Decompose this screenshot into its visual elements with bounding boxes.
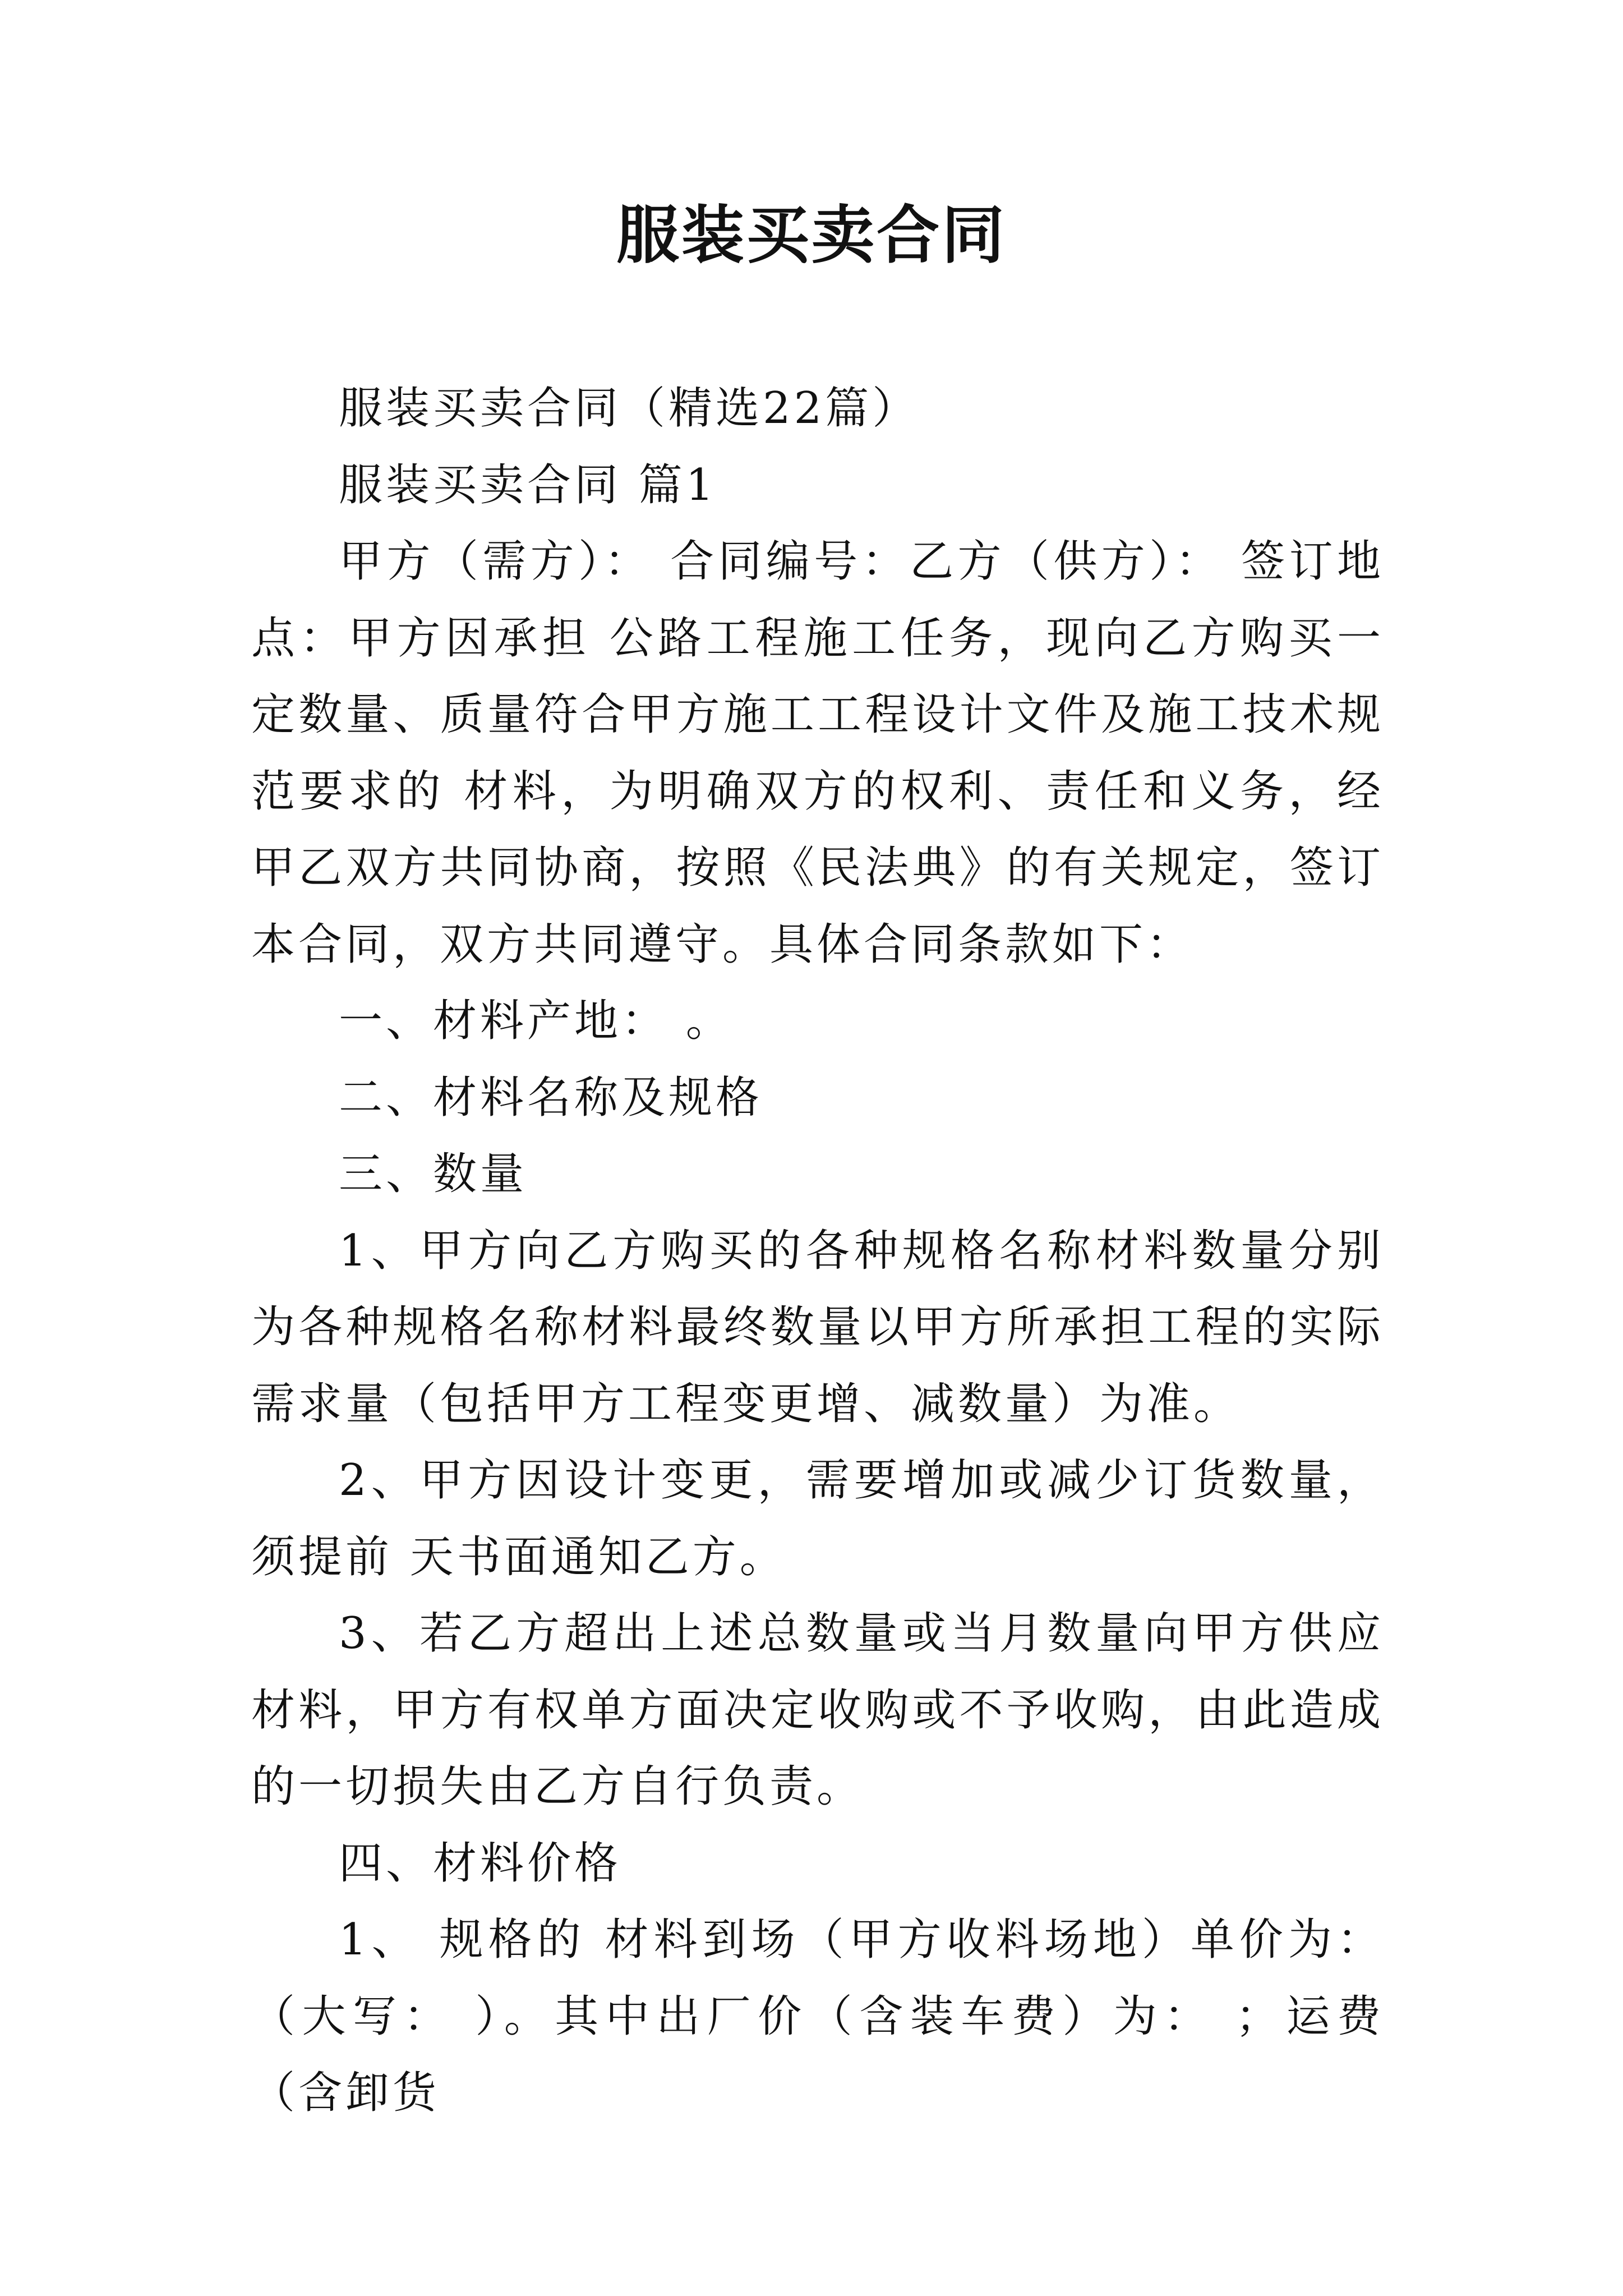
paragraph-parties: 甲方（需方）： 合同编号：乙方（供方）： 签订地点：甲方因承担 公路工程施工任务，现向乙方购买一定数量、质量符合甲方施工工程设计文件及施工技术规范要求的 材料，为明确双方的权利、责任和义务，经甲乙双方共同协商，按照《民法典》的有关规定，签订本合同，双方共同遵守。具体合同条款如下： <box>251 536 1384 970</box>
paragraph-clause-3-2: 2、甲方因设计变更，需要增加或减少订货数量，须提前 天书面通知乙方。 <box>251 1455 1384 1582</box>
paragraph-clause-1: 一、材料产地： 。 <box>339 996 733 1046</box>
paragraph-section-heading: 服装买卖合同 篇1 <box>339 459 717 510</box>
paragraph-clause-3: 三、数量 <box>339 1149 528 1199</box>
paragraph-clause-3-1: 1、甲方向乙方购买的各种规格名称材料数量分别为各种规格名称材料最终数量以甲方所承担工程的实际需求量（包括甲方工程变更增、减数量）为准。 <box>251 1225 1384 1429</box>
paragraph-clause-2: 二、材料名称及规格 <box>339 1072 763 1123</box>
paragraph-clause-4: 四、材料价格 <box>339 1838 622 1889</box>
paragraph-clause-4-1: 1、 规格的 材料到场（甲方收料场地）单价为： （大写： ）。其中出厂价（含装车费）为： ；运费（含卸货 <box>251 1915 1384 2118</box>
paragraph-clause-3-3: 3、若乙方超出上述总数量或当月数量向甲方供应材料，甲方有权单方面决定收购或不予收购，由此造成的一切损失由乙方自行负责。 <box>251 1608 1384 1812</box>
document-body <box>251 370 1384 2132</box>
paragraph-subtitle: 服装买卖合同（精选22篇） <box>339 383 920 434</box>
document-title: 服装买卖合同 <box>616 199 1007 272</box>
